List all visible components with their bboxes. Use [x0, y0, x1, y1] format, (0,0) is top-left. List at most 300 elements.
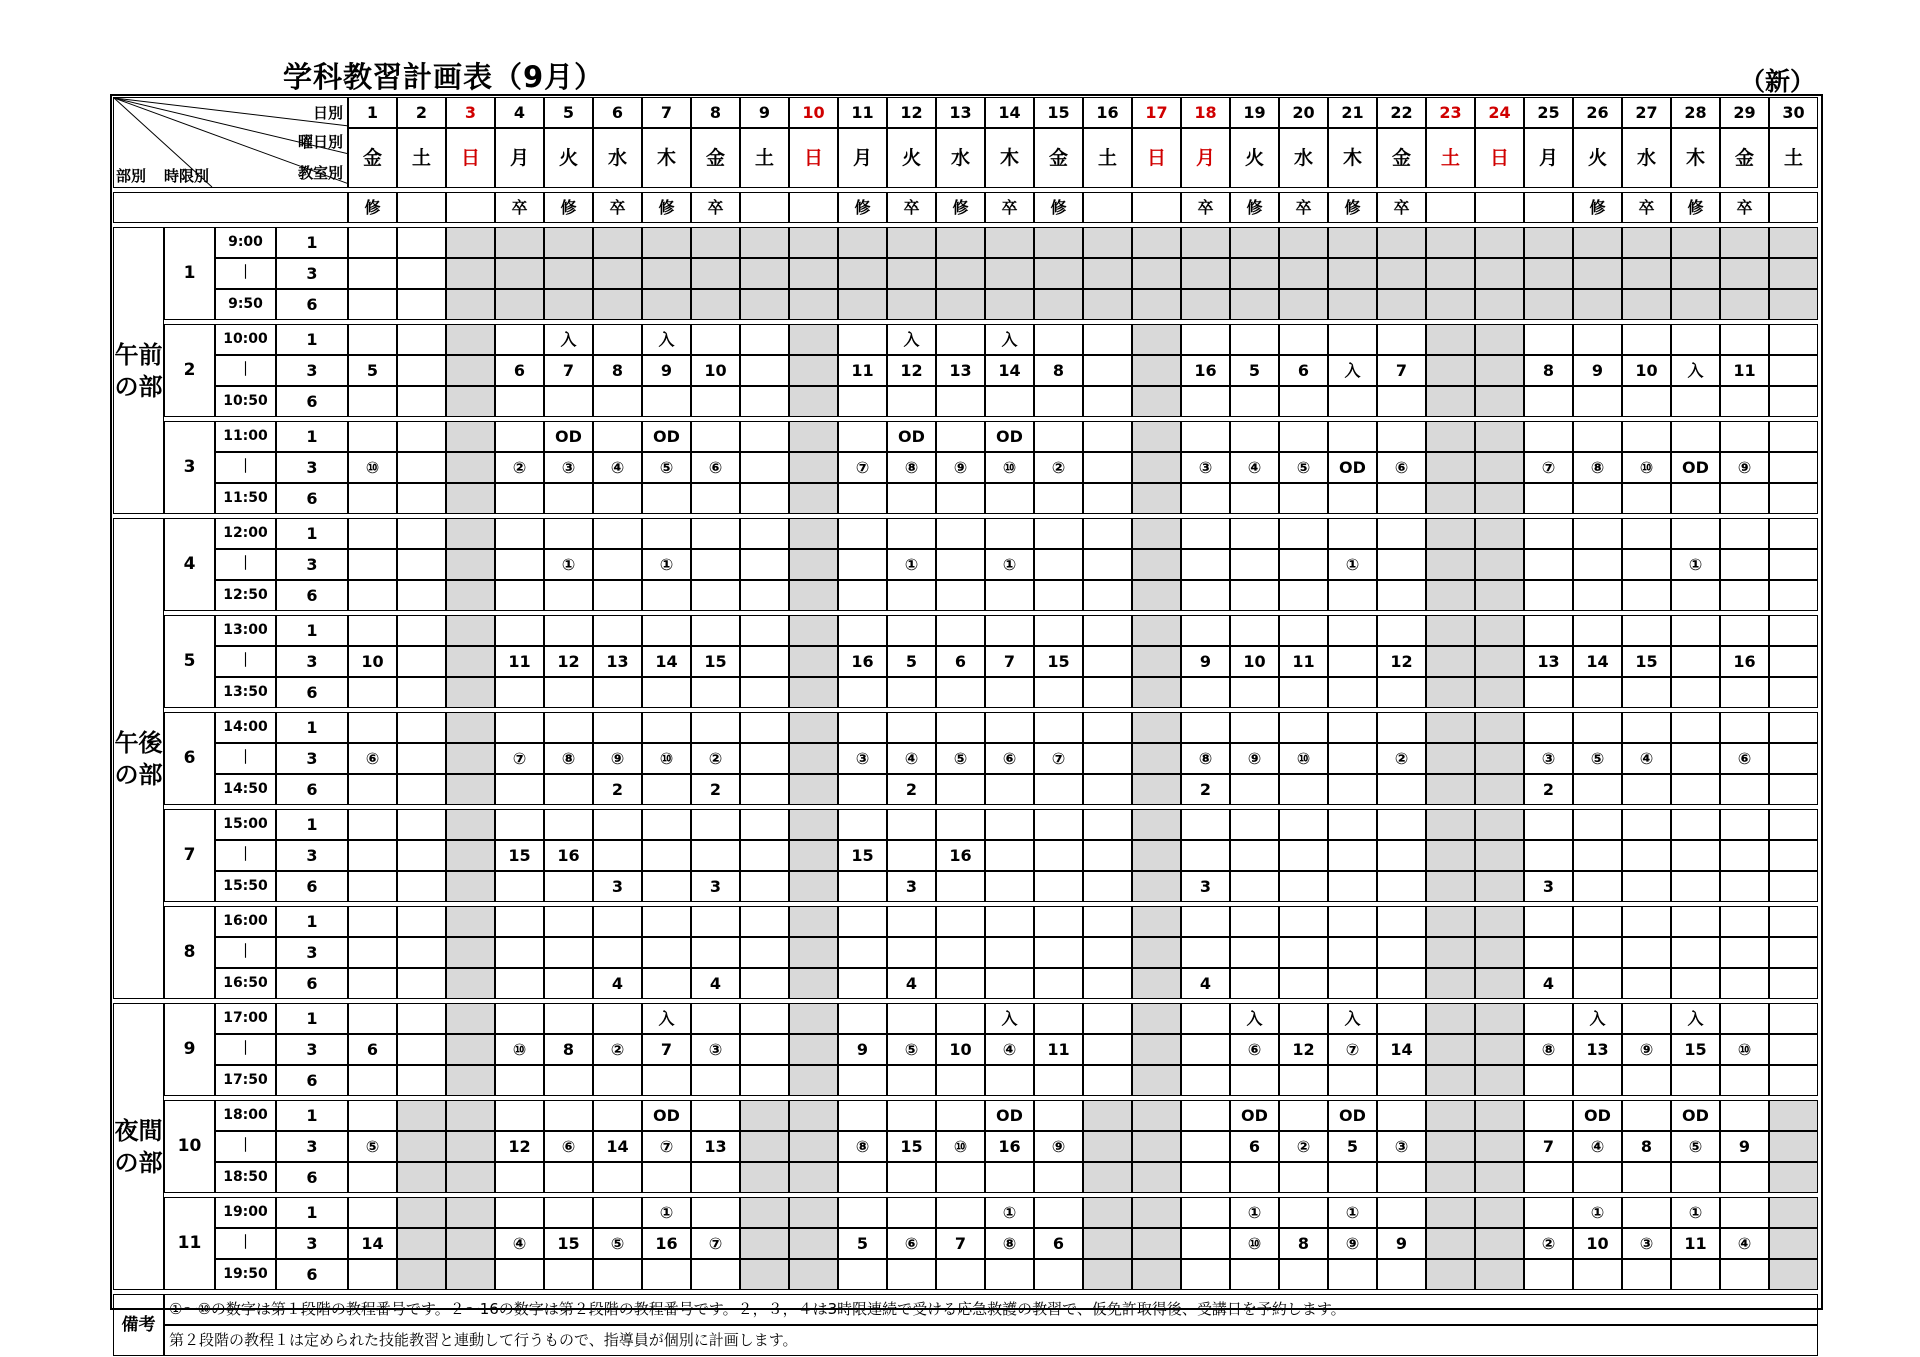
schedule-cell — [1083, 1228, 1132, 1259]
schedule-cell — [1426, 549, 1475, 580]
schedule-cell: ⑦ — [1328, 1034, 1377, 1065]
schedule-cell — [1377, 677, 1426, 708]
schedule-cell — [1769, 1131, 1818, 1162]
schedule-cell: ⑦ — [691, 1228, 740, 1259]
schedule-cell — [740, 615, 789, 646]
schedule-cell — [1230, 871, 1279, 902]
schedule-cell — [348, 677, 397, 708]
schedule-cell — [789, 968, 838, 999]
schedule-cell — [348, 871, 397, 902]
schedule-cell: ⑨ — [1720, 452, 1769, 483]
schedule-cell: 入 — [985, 324, 1034, 355]
schedule-cell: 4 — [593, 968, 642, 999]
schedule-cell: 3 — [1181, 871, 1230, 902]
schedule-cell — [1279, 1100, 1328, 1131]
schedule-cell — [691, 677, 740, 708]
schedule-cell — [446, 1259, 495, 1290]
schedule-cell — [1475, 871, 1524, 902]
schedule-cell: 13 — [691, 1131, 740, 1162]
period-number: 6 — [164, 712, 215, 805]
period-end-time: 18:50 — [215, 1162, 276, 1193]
schedule-cell — [1769, 809, 1818, 840]
schedule-cell — [1426, 1131, 1475, 1162]
schedule-cell — [1622, 1065, 1671, 1096]
schedule-cell — [544, 518, 593, 549]
schedule-cell — [1573, 549, 1622, 580]
room-number: 3 — [276, 937, 348, 968]
date-cell: 22 — [1377, 97, 1426, 128]
type-cell: 修 — [642, 192, 691, 223]
schedule-cell: ② — [1377, 743, 1426, 774]
schedule-cell — [936, 518, 985, 549]
schedule-cell — [1083, 1197, 1132, 1228]
schedule-cell — [642, 258, 691, 289]
schedule-cell: 入 — [1230, 1003, 1279, 1034]
schedule-cell: 11 — [1279, 646, 1328, 677]
schedule-cell — [1524, 289, 1573, 320]
schedule-cell — [1475, 677, 1524, 708]
schedule-cell — [1524, 518, 1573, 549]
period-number: 3 — [164, 421, 215, 514]
schedule-cell — [1524, 1100, 1573, 1131]
schedule-cell — [1083, 871, 1132, 902]
schedule-cell — [789, 1003, 838, 1034]
room-number: 1 — [276, 615, 348, 646]
schedule-cell — [1132, 1197, 1181, 1228]
schedule-cell — [1475, 712, 1524, 743]
schedule-cell: ③ — [838, 743, 887, 774]
segment-label: 夜間の部 — [113, 1003, 164, 1290]
schedule-cell: ⑦ — [495, 743, 544, 774]
schedule-cell: ⑤ — [348, 1131, 397, 1162]
schedule-cell: 8 — [1622, 1131, 1671, 1162]
schedule-cell: ⑩ — [985, 452, 1034, 483]
schedule-cell — [1671, 518, 1720, 549]
type-cell: 卒 — [1622, 192, 1671, 223]
schedule-cell: 入 — [887, 324, 936, 355]
schedule-cell — [1377, 483, 1426, 514]
schedule-cell — [1426, 1162, 1475, 1193]
schedule-cell: ① — [1573, 1197, 1622, 1228]
weekday-cell: 月 — [495, 128, 544, 188]
schedule-cell — [1524, 712, 1573, 743]
schedule-cell: ⑦ — [1034, 743, 1083, 774]
schedule-cell — [1524, 483, 1573, 514]
schedule-cell — [1083, 615, 1132, 646]
schedule-cell: 5 — [348, 355, 397, 386]
schedule-cell: ⑩ — [1279, 743, 1328, 774]
schedule-cell — [1769, 258, 1818, 289]
weekday-cell: 水 — [593, 128, 642, 188]
schedule-cell — [1622, 615, 1671, 646]
room-number: 1 — [276, 518, 348, 549]
period-end-time: 9:50 — [215, 289, 276, 320]
period-time-separator: ｜ — [215, 646, 276, 677]
schedule-cell — [1622, 1197, 1671, 1228]
schedule-cell — [1279, 580, 1328, 611]
schedule-cell — [1622, 289, 1671, 320]
schedule-cell — [691, 615, 740, 646]
schedule-cell — [1181, 518, 1230, 549]
period-end-time: 10:50 — [215, 386, 276, 417]
schedule-cell — [985, 1162, 1034, 1193]
weekday-cell: 木 — [985, 128, 1034, 188]
schedule-cell — [1671, 809, 1720, 840]
schedule-cell: 5 — [887, 646, 936, 677]
schedule-cell: 10 — [348, 646, 397, 677]
schedule-cell — [1720, 1100, 1769, 1131]
schedule-cell — [936, 809, 985, 840]
room-number: 1 — [276, 1197, 348, 1228]
schedule-cell: ④ — [593, 452, 642, 483]
schedule-cell — [1475, 1197, 1524, 1228]
schedule-cell — [544, 227, 593, 258]
schedule-cell — [544, 871, 593, 902]
schedule-cell: 13 — [593, 646, 642, 677]
schedule-cell — [789, 840, 838, 871]
schedule-cell — [495, 937, 544, 968]
schedule-cell — [1720, 227, 1769, 258]
schedule-cell — [1181, 712, 1230, 743]
weekday-cell: 木 — [1671, 128, 1720, 188]
schedule-cell — [446, 937, 495, 968]
schedule-cell — [1083, 809, 1132, 840]
schedule-cell: ③ — [1181, 452, 1230, 483]
room-number: 6 — [276, 871, 348, 902]
schedule-cell — [495, 324, 544, 355]
schedule-cell — [1279, 289, 1328, 320]
schedule-cell — [397, 1034, 446, 1065]
schedule-cell — [1083, 289, 1132, 320]
schedule-cell: ⑨ — [593, 743, 642, 774]
date-cell: 6 — [593, 97, 642, 128]
schedule-cell — [1034, 1003, 1083, 1034]
schedule-cell: 9 — [1573, 355, 1622, 386]
schedule-cell — [838, 289, 887, 320]
schedule-cell — [446, 774, 495, 805]
schedule-cell — [446, 743, 495, 774]
schedule-cell — [642, 906, 691, 937]
schedule-cell — [789, 1065, 838, 1096]
type-cell: 修 — [348, 192, 397, 223]
schedule-cell — [740, 518, 789, 549]
schedule-cell — [1083, 1003, 1132, 1034]
schedule-cell — [397, 386, 446, 417]
schedule-cell — [1328, 289, 1377, 320]
schedule-cell: 11 — [838, 355, 887, 386]
room-number: 6 — [276, 677, 348, 708]
schedule-cell — [1083, 646, 1132, 677]
schedule-cell — [446, 518, 495, 549]
schedule-cell — [1426, 386, 1475, 417]
schedule-cell — [1426, 1003, 1475, 1034]
schedule-cell — [691, 937, 740, 968]
schedule-cell — [446, 871, 495, 902]
schedule-cell: 11 — [495, 646, 544, 677]
schedule-cell — [936, 871, 985, 902]
schedule-cell — [1132, 1259, 1181, 1290]
schedule-cell — [1034, 580, 1083, 611]
schedule-cell — [1622, 421, 1671, 452]
schedule-cell: ⑨ — [1230, 743, 1279, 774]
schedule-cell — [789, 1228, 838, 1259]
schedule-cell — [740, 580, 789, 611]
period-start-time: 13:00 — [215, 615, 276, 646]
schedule-cell — [446, 1003, 495, 1034]
schedule-cell: ⑧ — [544, 743, 593, 774]
schedule-cell — [1230, 615, 1279, 646]
schedule-cell — [789, 774, 838, 805]
schedule-cell — [397, 968, 446, 999]
schedule-cell — [446, 1228, 495, 1259]
type-cell: 修 — [1671, 192, 1720, 223]
schedule-cell — [1720, 677, 1769, 708]
schedule-cell — [740, 1162, 789, 1193]
schedule-cell — [1622, 937, 1671, 968]
schedule-cell — [593, 258, 642, 289]
schedule-cell: ⑥ — [887, 1228, 936, 1259]
schedule-cell — [1279, 1162, 1328, 1193]
schedule-cell: ③ — [544, 452, 593, 483]
schedule-cell — [1720, 712, 1769, 743]
schedule-cell — [740, 937, 789, 968]
remarks-label: 備考 — [113, 1294, 164, 1356]
schedule-cell: ③ — [1622, 1228, 1671, 1259]
schedule-cell — [887, 1259, 936, 1290]
schedule-cell — [397, 1259, 446, 1290]
date-cell: 25 — [1524, 97, 1573, 128]
schedule-cell — [1132, 1034, 1181, 1065]
schedule-cell — [1671, 677, 1720, 708]
schedule-cell — [740, 324, 789, 355]
remark-line: ①～⑩の数字は第１段階の教程番号です。２～16の数字は第２段階の教程番号です。２，３，４は3時限連続で受ける応急救護の教習で、仮免許取得後、受講日を予約します。 — [164, 1294, 1818, 1325]
schedule-cell — [1573, 774, 1622, 805]
schedule-cell — [789, 1034, 838, 1065]
schedule-cell — [1132, 712, 1181, 743]
date-cell: 14 — [985, 97, 1034, 128]
schedule-cell — [348, 580, 397, 611]
schedule-cell — [495, 227, 544, 258]
schedule-cell: ⑤ — [1671, 1131, 1720, 1162]
weekday-cell: 日 — [1132, 128, 1181, 188]
schedule-cell — [936, 1197, 985, 1228]
schedule-cell: 入 — [544, 324, 593, 355]
schedule-cell — [1328, 1065, 1377, 1096]
schedule-cell: ① — [1328, 1197, 1377, 1228]
schedule-cell — [1671, 580, 1720, 611]
schedule-cell — [593, 1162, 642, 1193]
schedule-cell: 13 — [1524, 646, 1573, 677]
schedule-cell — [936, 1003, 985, 1034]
schedule-cell — [740, 1100, 789, 1131]
schedule-cell — [887, 483, 936, 514]
schedule-cell — [789, 615, 838, 646]
schedule-cell: 10 — [1573, 1228, 1622, 1259]
schedule-cell — [1573, 871, 1622, 902]
schedule-cell — [1475, 386, 1524, 417]
schedule-cell: ⑨ — [936, 452, 985, 483]
schedule-cell — [1524, 1065, 1573, 1096]
schedule-cell — [1230, 712, 1279, 743]
schedule-cell: OD — [1671, 452, 1720, 483]
schedule-cell — [593, 1259, 642, 1290]
schedule-cell — [1622, 840, 1671, 871]
period-end-time: 19:50 — [215, 1259, 276, 1290]
schedule-cell: OD — [985, 1100, 1034, 1131]
schedule-table — [113, 97, 1820, 1356]
schedule-cell: 16 — [1181, 355, 1230, 386]
schedule-cell — [642, 968, 691, 999]
schedule-cell — [1083, 549, 1132, 580]
schedule-cell — [1328, 677, 1377, 708]
schedule-cell — [1181, 1003, 1230, 1034]
schedule-cell — [642, 1259, 691, 1290]
schedule-cell — [936, 421, 985, 452]
schedule-cell — [1475, 809, 1524, 840]
schedule-cell — [1769, 1100, 1818, 1131]
schedule-cell — [544, 580, 593, 611]
schedule-cell — [838, 1100, 887, 1131]
schedule-cell — [544, 937, 593, 968]
schedule-cell — [642, 1162, 691, 1193]
schedule-cell — [593, 289, 642, 320]
schedule-cell — [495, 615, 544, 646]
schedule-cell — [1720, 258, 1769, 289]
schedule-cell — [1279, 677, 1328, 708]
schedule-cell — [1132, 937, 1181, 968]
schedule-cell — [838, 324, 887, 355]
schedule-cell — [1475, 227, 1524, 258]
schedule-cell — [1377, 906, 1426, 937]
schedule-cell — [789, 227, 838, 258]
weekday-cell: 土 — [1083, 128, 1132, 188]
schedule-cell: 15 — [1671, 1034, 1720, 1065]
schedule-cell — [397, 1003, 446, 1034]
schedule-cell — [348, 1003, 397, 1034]
schedule-cell — [495, 712, 544, 743]
schedule-cell — [1279, 774, 1328, 805]
schedule-cell: ① — [985, 549, 1034, 580]
schedule-cell — [1769, 871, 1818, 902]
schedule-cell: OD — [1573, 1100, 1622, 1131]
schedule-cell — [789, 646, 838, 677]
period-time-separator: ｜ — [215, 1034, 276, 1065]
schedule-cell — [936, 968, 985, 999]
schedule-cell — [642, 615, 691, 646]
schedule-cell — [936, 386, 985, 417]
schedule-cell: 14 — [985, 355, 1034, 386]
schedule-cell: 11 — [1720, 355, 1769, 386]
schedule-cell — [397, 549, 446, 580]
schedule-cell — [1720, 1197, 1769, 1228]
schedule-cell — [1475, 968, 1524, 999]
schedule-cell: 6 — [1279, 355, 1328, 386]
schedule-cell — [1720, 1162, 1769, 1193]
room-number: 1 — [276, 421, 348, 452]
schedule-cell — [1573, 677, 1622, 708]
date-cell: 11 — [838, 97, 887, 128]
schedule-cell — [1769, 1162, 1818, 1193]
schedule-cell — [1132, 227, 1181, 258]
schedule-cell — [1328, 646, 1377, 677]
date-cell: 20 — [1279, 97, 1328, 128]
room-number: 6 — [276, 968, 348, 999]
schedule-cell — [446, 386, 495, 417]
schedule-cell — [1083, 518, 1132, 549]
schedule-cell — [1279, 1065, 1328, 1096]
schedule-cell — [691, 840, 740, 871]
schedule-cell — [1671, 258, 1720, 289]
schedule-cell: ⑥ — [544, 1131, 593, 1162]
schedule-cell — [1769, 289, 1818, 320]
schedule-cell — [838, 483, 887, 514]
schedule-cell — [348, 1197, 397, 1228]
schedule-cell — [348, 258, 397, 289]
schedule-cell — [1328, 774, 1377, 805]
schedule-cell — [1279, 549, 1328, 580]
schedule-cell — [397, 615, 446, 646]
schedule-cell — [1279, 809, 1328, 840]
schedule-cell — [397, 518, 446, 549]
date-cell: 4 — [495, 97, 544, 128]
schedule-cell: 12 — [1279, 1034, 1328, 1065]
schedule-cell — [593, 1065, 642, 1096]
schedule-cell — [936, 483, 985, 514]
schedule-cell — [446, 289, 495, 320]
schedule-cell: ⑨ — [1034, 1131, 1083, 1162]
schedule-cell — [887, 1162, 936, 1193]
schedule-cell — [1426, 580, 1475, 611]
schedule-cell: ⑧ — [985, 1228, 1034, 1259]
schedule-cell: 3 — [1524, 871, 1573, 902]
schedule-cell: 15 — [495, 840, 544, 871]
schedule-cell — [740, 743, 789, 774]
schedule-cell — [1279, 1259, 1328, 1290]
schedule-cell — [1769, 518, 1818, 549]
schedule-cell — [1083, 355, 1132, 386]
page-title: 学科教習計画表（9月） — [283, 60, 605, 94]
type-cell — [446, 192, 495, 223]
period-end-time: 15:50 — [215, 871, 276, 902]
schedule-cell — [1475, 774, 1524, 805]
schedule-cell — [1083, 712, 1132, 743]
schedule-cell: 14 — [593, 1131, 642, 1162]
schedule-cell: 13 — [936, 355, 985, 386]
schedule-cell — [1769, 712, 1818, 743]
schedule-cell — [1671, 289, 1720, 320]
version-tag: （新） — [1740, 67, 1816, 96]
schedule-cell — [1671, 386, 1720, 417]
period-number: 2 — [164, 324, 215, 417]
period-start-time: 15:00 — [215, 809, 276, 840]
schedule-cell: ① — [642, 1197, 691, 1228]
schedule-cell — [593, 483, 642, 514]
schedule-cell: 10 — [1622, 355, 1671, 386]
schedule-cell — [1426, 1197, 1475, 1228]
schedule-cell — [887, 1003, 936, 1034]
schedule-cell — [789, 1131, 838, 1162]
schedule-cell — [691, 421, 740, 452]
schedule-cell — [985, 906, 1034, 937]
room-number: 6 — [276, 386, 348, 417]
room-number: 6 — [276, 1065, 348, 1096]
schedule-cell — [1475, 421, 1524, 452]
schedule-cell — [1328, 743, 1377, 774]
schedule-cell — [985, 712, 1034, 743]
schedule-cell — [1034, 677, 1083, 708]
schedule-cell — [1475, 1162, 1524, 1193]
schedule-cell — [1083, 1065, 1132, 1096]
